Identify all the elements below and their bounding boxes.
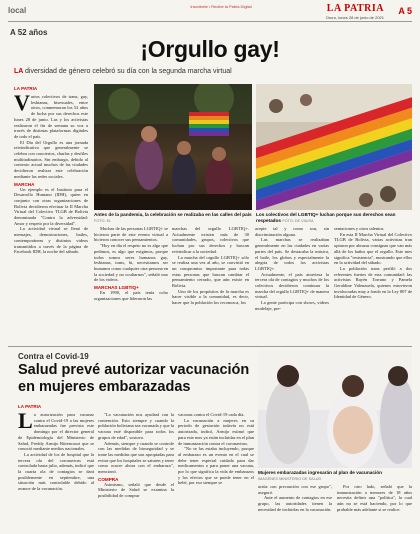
paragraph: marchas del orgullo LGBTIQ+. Actualmente existen más de 30 comunidades, grupos, colectivos que luchan por sus derechos y buscan reivindicar a la sociedad. bbox=[172, 226, 249, 254]
paragraph: vacunas contra el Covid-19 cada día. bbox=[178, 412, 245, 417]
section-divider bbox=[8, 346, 412, 347]
photo2-caption bbox=[256, 212, 412, 224]
paragraph: La gente participa con shows, videos modelaje, pre- bbox=[255, 300, 329, 311]
subheading-marcha: MARCHA bbox=[14, 181, 35, 187]
paragraph: "La vacunación nos ayudará con la contención. Esto siempre y cuando la población boliviana sea vacunada y que la vacuna esté disponible para todos los grupos de edad", sostuvo. bbox=[98, 412, 174, 440]
story1-subline bbox=[14, 68, 232, 75]
dropcap: L bbox=[18, 412, 33, 433]
paragraph: Las marchas se realizaban generalmente en las ciudades en varias partes del país. Se destacaba la música, el baile, los globos y especialmente la alegría de todos los activistas LGBTIQ+. bbox=[255, 237, 329, 271]
story1-byline: LA PATRIA bbox=[14, 86, 38, 91]
promo-box[interactable]: Inscríbete / Recibe la Patria Digital bbox=[190, 4, 252, 9]
rainbow-flag-photo bbox=[256, 84, 412, 210]
story2-column-2 bbox=[98, 412, 174, 530]
paragraph: Ante el aumento de contagios en ese grupo, las autoridades tienen la necesidad de incluirlas en la vacunación. bbox=[258, 495, 332, 512]
paragraph: Un ejemplo es el Instituto para el Desarrollo Humano (IDH), quien en conjunto con otras organizaciones de Bolivia decidieron efectuar la II Marcha Virtual del Colectivo TLGB de Bolivia denominada "Contra la adversidad: Amor y respeto por la diversidad". bbox=[14, 186, 88, 226]
subheading-compra: COMPRA bbox=[98, 476, 119, 482]
story1-column-5 bbox=[334, 226, 412, 344]
paragraph: Uno de los propósitos de la marcha es hacer visible a la comunidad, es decir, hacer que la población los reconozca, los bbox=[172, 288, 249, 306]
pride-march-photo bbox=[94, 84, 252, 210]
paragraph: La actividad de los de hospital que la tercera ola del coronavirus está controlada hasta julio, además, indicó que la cuarta ola de contagios se dará posiblemente en septiembre, una situación más controlable debido al avance de la vacunación. bbox=[18, 451, 94, 492]
paragraph: actúa con precaución con ese grupo", aseguró. bbox=[258, 484, 332, 495]
paragraph: En 1990, el país tenía ocho organizaciones que lideraron las bbox=[94, 290, 168, 301]
page-header bbox=[8, 4, 412, 22]
subline-text: diversidad de género celebró su día con la segunda marcha virtual bbox=[25, 68, 232, 75]
paragraph: La actividad virtual se llenó de mensajes, demostraciones, bailes, contemporáneas y distintos videos transmitidos a través de la página de Facebook IDH, la noche del sábado. bbox=[14, 226, 88, 255]
paragraph: En esta II Marcha Virtual del Colectivo TLGB de Bolivia, varias activistas tran optaron por abrazar consignas que van más allá de los baños que el orgullo. Este mes significa "resistencia", mostrando que ellos en la actividad del sábado. bbox=[334, 231, 412, 266]
paragraph: acepte tal y como son, sin discriminación alguna. bbox=[255, 226, 329, 237]
paragraph: "No se las estaba incluyendo, porque al embarazo es un evento en el cual se debe tener especial cuidado para dar medicamentos o para poner una vacuna, por lo que significa la vida de embarazos y los efectos que se puede tener en el bebé, por eso siempre se bbox=[178, 446, 254, 486]
story1-headline: ¡Orgullo gay! bbox=[140, 36, 280, 62]
caption-text: Antes de la pandemia, la celebración se realizaba en las calles del país bbox=[94, 212, 252, 217]
story1-column-3 bbox=[172, 226, 249, 344]
story2-column-4 bbox=[258, 484, 332, 530]
paragraph: Por otro lado, señaló que la inmunización a menores de 18 años necesita definir una "política", la cual aún no se está haciendo, por lo que probable más adelante si se realice. bbox=[337, 484, 412, 512]
story2-column-3 bbox=[178, 412, 254, 530]
photo-credit: IMAGENES MINISTERIO DE SALUD bbox=[258, 476, 322, 481]
dateline: Oruro, lunes 28 de junio de 2021 bbox=[325, 15, 384, 20]
paragraph: Muchas de las personas LGBTIQ+ se hicieron parte de este evento virtual a hicieron conocer sus pensamientos. bbox=[94, 226, 168, 243]
page-number: A 5 bbox=[398, 6, 412, 16]
paragraph: a autorización para vacunar contra el Covid-19 a las mujeres embarazadas fue prevista este domingo por el director general de Epidemiología del Ministerio de Salud, Freddy Armijo Bittencourt que se conoció mediante medios nacionales. bbox=[18, 412, 94, 452]
photo-credit: FOTO: EL bbox=[94, 218, 112, 223]
story1-column-4 bbox=[255, 226, 329, 344]
photo3-caption bbox=[258, 470, 412, 482]
paragraph: Asimismo, señaló que desde el Ministerio de Salud se examina la posibilidad de comprar bbox=[98, 481, 174, 499]
rainbow-flag-image bbox=[256, 84, 412, 210]
story1-column-2 bbox=[94, 226, 168, 344]
dropcap: V bbox=[14, 94, 30, 115]
caption-text: Mujeres embarazadas ingresarán al plan de vacunación bbox=[258, 470, 383, 475]
paragraph: "Hoy en día el respeto no es algo que pedimos, es algo que exigimos, porque todos somos seres humanos gay, lesbianas, trans, bi, necesitamos ser humanos como cualquier otra persona en la sociedad y no ocultarnos", señaló uno de los videos. bbox=[94, 243, 168, 283]
paragraph: sentaciones y otros talentos. bbox=[334, 226, 385, 231]
photo-credit: FOTO: DE VIA/SA bbox=[282, 218, 314, 223]
paragraph: Además, siempre y cuando se controle con las medidas de bioseguridad y se tome las medidas que son apropiadas para evitar que los hospitales se saturen y tener como ocurre ahora con el embarazo", mencionó. bbox=[98, 440, 174, 475]
subheading-marchas: MARCHAS LGBTIQ+ bbox=[94, 285, 139, 291]
paragraph: La vacunación a mujeres en su periodo de gestación todavía no está autorizada, indicó, Armijo estimó que para este mes ya están incluidas en el plan de inmunización contra el coronavirus. bbox=[178, 417, 254, 446]
pregnant-women-photo bbox=[258, 350, 412, 468]
photo1-caption bbox=[94, 212, 252, 224]
story2-column-5 bbox=[337, 484, 412, 530]
subline-prefix: LA bbox=[14, 68, 24, 75]
story2-kicker: Contra el Covid-19 bbox=[18, 352, 89, 361]
story1-column-1 bbox=[14, 94, 88, 342]
paragraph: El Día del Orgullo es una jornada reivindicativa que generalmente se celebra con conciertos, charlas y desfiles multitudinarios. Sin embargo, debido al contexto actual muchos de las ciudades decidieron realizar este celebración mediante las redes sociales. bbox=[14, 139, 88, 179]
paragraph: Actualmente, el país atraviesa la tercera ola de contagios y muchos de los colectivos decidieron continuar la marcha del orgullo LGBTIQ+ de manera virtual. bbox=[255, 271, 329, 300]
pregnant-women-image bbox=[258, 350, 412, 468]
story2-column-1 bbox=[18, 412, 94, 530]
paragraph: La población trans perfiló a dos referentes fuertes de esta comunidad: las activistas Rayén Torrano y Pamela Geraldine Valenzuela, quienes estuvieron involucradas muy a fondo en la Ley 807 de Identidad de Género. bbox=[334, 265, 412, 300]
masthead-logo: LA PATRIA bbox=[326, 3, 384, 14]
paragraph: La marcha del orgullo LGBTIQ+ sólo se realiza una vez al año, se convirtió en un compromiso importante para todas estas personas que buscan cambiar el pensamiento cerrado, que aún existe en Bolivia. bbox=[172, 254, 249, 289]
caption-text: Los colectivos del LGBTIQ+ luchan porque sus derechos sean respetados bbox=[256, 212, 396, 223]
pride-march-image bbox=[94, 84, 252, 210]
section-label: local bbox=[8, 6, 27, 15]
story1-kicker: A 52 años bbox=[10, 28, 48, 37]
paragraph: arios colectivos de trans, gay, lesbianas, bisexuales, entre otros, conmemoran los 52 años de lucha por sus derechos este lunes 28 de junio. Las y los activistas realizaron el fin de semana su voz a través de distintas plataformas digitales de todo el país. bbox=[14, 94, 88, 139]
story2-byline: LA PATRIA bbox=[18, 404, 42, 409]
story2-headline: Salud prevé autorizar vacunación en mujeres embarazadas bbox=[18, 362, 250, 395]
